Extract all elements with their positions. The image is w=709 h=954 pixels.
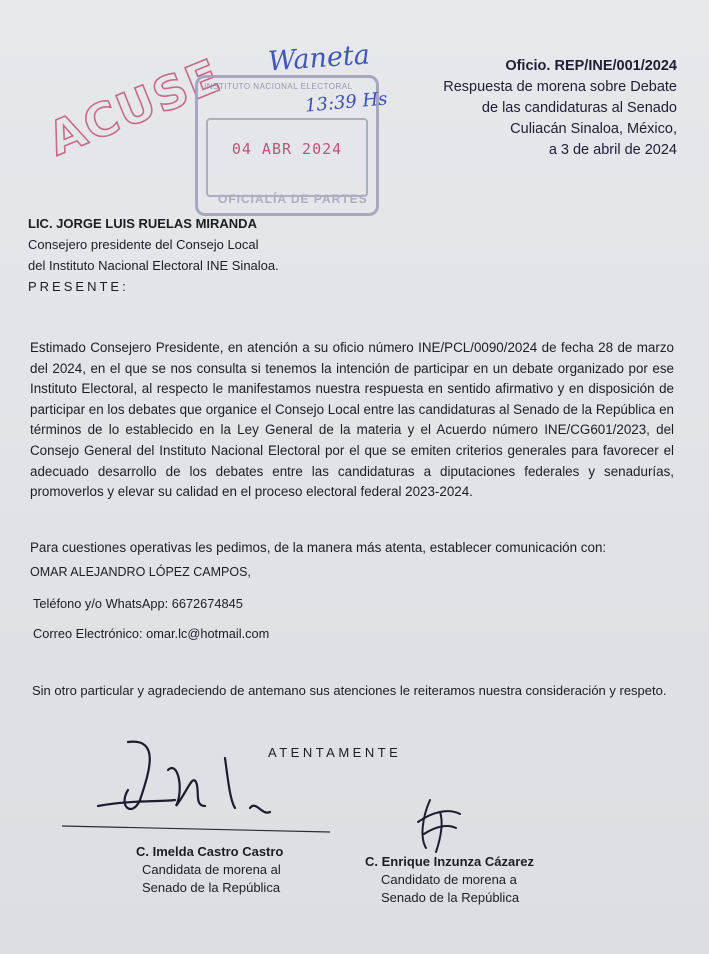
signature-line-1: [62, 826, 330, 832]
signer-1-role-1: Candidata de morena al: [142, 862, 281, 877]
signer-2-role-1: Candidato de morena a: [381, 872, 517, 887]
atentamente-label: ATENTAMENTE: [268, 745, 402, 760]
recipient-title-2: del Instituto Nacional Electoral INE Sinaloa.: [28, 258, 279, 273]
recipient-title-1: Consejero presidente del Consejo Local: [28, 237, 259, 252]
contact-email: Correo Electrónico: omar.lc@hotmail.com: [33, 626, 270, 641]
oficio-number: Oficio. REP/INE/001/2024: [505, 58, 677, 74]
subject-line-1: Respuesta de morena sobre Debate: [443, 79, 677, 95]
contact-phone: Teléfono y/o WhatsApp: 6672674845: [33, 596, 243, 611]
stamp-institute-label: INSTITUTO NACIONAL ELECTORAL: [204, 82, 353, 91]
body-paragraph-2: Para cuestiones operativas les pedimos, de la manera más atenta, establecer comunicación con:: [30, 540, 607, 555]
signature-imelda: [98, 742, 270, 813]
stamp-bottom-label: OFICIALÍA DE PARTES: [218, 192, 368, 206]
signer-1-name: C. Imelda Castro Castro: [136, 844, 284, 859]
recipient-name: LIC. JORGE LUIS RUELAS MIRANDA: [28, 216, 257, 231]
signer-1-block: [136, 843, 283, 897]
acuse-stamp: ACUSE: [40, 48, 229, 166]
handwritten-receiver-name: Waneta: [267, 39, 371, 78]
presente-label: PRESENTE:: [28, 279, 129, 294]
closing-paragraph: Sin otro particular y agradeciendo de antemano sus atenciones le reiteramos nuestra consideración y respeto.: [32, 683, 667, 698]
signer-1-role-2: Senado de la República: [142, 880, 281, 895]
stamp-date: 04 ABR 2024: [231, 140, 343, 158]
body-paragraph-1: Estimado Consejero Presidente, en atención a su oficio número INE/PCL/0090/2024 de fecha 28 de marzo del 2024, en el que se nos consulta si tenemos la intención de participar en un debate organizado por ese Instituto Electoral, al respecto le manifestamos nuestra respuesta en sentido afirmativo y en disposición de participar en los debates que organice el Consejo Local entre las candidaturas al Senado de la República en términos de lo establecido en la Ley General de la materia y el Acuerdo número INE/CG601/2023, del Consejo General del Instituto Nacional Electoral por el que se emiten criterios generales para favorecer el adecuado desarrollo de los debates entre las candidaturas a diputaciones federales y senadurías, promoverlos y elevar su calidad en el proceso electoral federal 2023-2024.: [30, 340, 674, 500]
place-line: Culiacán Sinaloa, México,: [510, 121, 677, 137]
handwritten-time: 13:39 Hs: [304, 88, 389, 117]
signer-2-name: C. Enrique Inzunza Cázarez: [365, 854, 535, 869]
contact-name: OMAR ALEJANDRO LÓPEZ CAMPOS,: [30, 565, 251, 579]
subject-line-2: de las candidaturas al Senado: [481, 100, 677, 116]
signer-2-block: [365, 853, 534, 907]
signer-2-role-2: Senado de la República: [381, 890, 520, 905]
date-line: a 3 de abril de 2024: [548, 142, 677, 158]
signature-enrique: [418, 800, 460, 852]
